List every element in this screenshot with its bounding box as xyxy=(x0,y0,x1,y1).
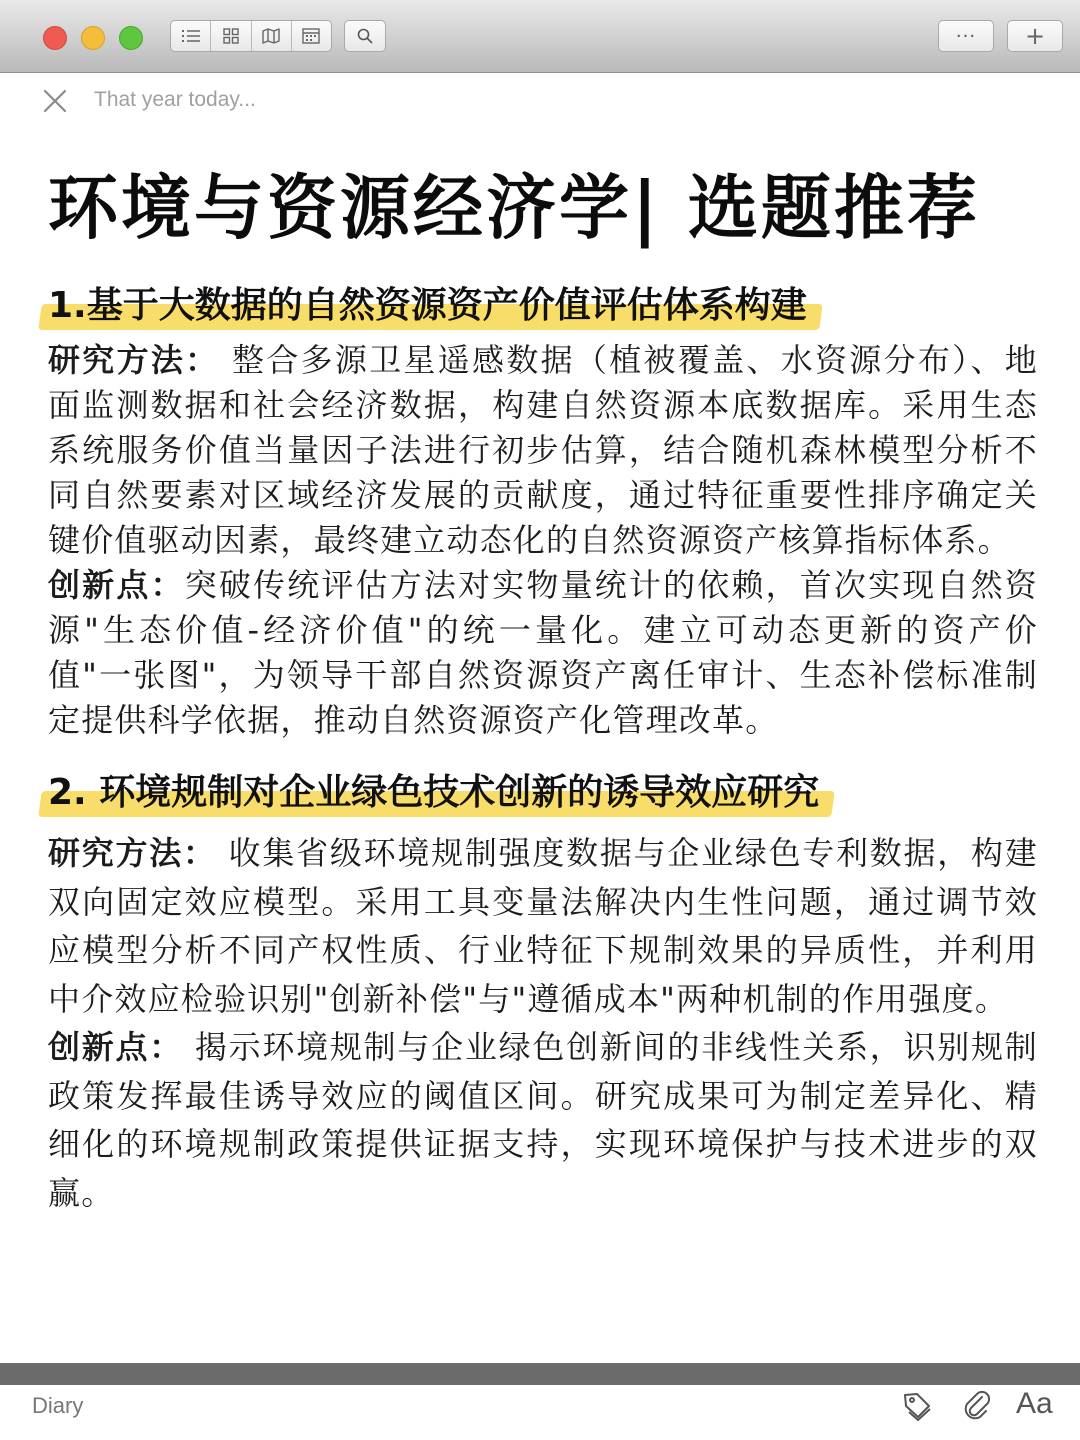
section-heading: 1.基于大数据的自然资源资产价值评估体系构建 xyxy=(44,280,815,332)
add-entry-button[interactable]: + xyxy=(1007,20,1063,52)
map-view-button[interactable] xyxy=(252,21,292,51)
search-icon xyxy=(356,27,374,45)
entry-body[interactable] xyxy=(48,160,1038,1217)
innovation-paragraph xyxy=(48,563,1038,743)
close-icon xyxy=(42,88,68,114)
text-format-button[interactable]: Aa xyxy=(1016,1387,1053,1420)
attachment-button[interactable] xyxy=(962,1389,992,1423)
minimize-window-button[interactable] xyxy=(81,26,105,50)
search-button[interactable] xyxy=(344,20,386,52)
tag-button[interactable] xyxy=(900,1389,934,1423)
method-label: 研究方法： xyxy=(48,341,220,379)
view-mode-toolbar xyxy=(170,20,332,52)
innovation-text: 突破传统评估方法对实物量统计的依赖，首次实现自然资源"生态价值-经济价值"的统一量化。建立可动态更新的资产价值"一张图"，为领导干部自然资源资产离任审计、生态补偿标准制定提供科学依据，推动自然资源资产化管理改革。 xyxy=(48,566,1038,739)
paperclip-icon xyxy=(962,1389,992,1423)
calendar-view-button[interactable] xyxy=(292,21,331,51)
list-icon xyxy=(181,28,201,44)
grid-view-button[interactable] xyxy=(211,21,251,51)
zoom-window-button[interactable] xyxy=(119,26,143,50)
calendar-icon xyxy=(301,27,321,45)
tag-icon xyxy=(900,1389,934,1423)
method-text: 整合多源卫星遥感数据（植被覆盖、水资源分布）、地面监测数据和社会经济数据，构建自然资源本底数据库。采用生态系统服务价值当量因子法进行初步估算，结合随机森林模型分析不同自然要素对区域经济发展的贡献度，通过特征重要性排序确定关键价值驱动因素，最终建立动态化的自然资源资产核算指标体系。 xyxy=(48,341,1038,559)
section-body xyxy=(48,338,1038,743)
research-method-paragraph xyxy=(48,338,1038,563)
method-text: 收集省级环境规制强度数据与企业绿色专利数据，构建双向固定效应模型。采用工具变量法解决内生性问题，通过调节效应模型分析不同产权性质、行业特征下规制效果的异质性，并利用中介效应检验识别"创新补偿"与"遵循成本"两种机制的作用强度。 xyxy=(48,834,1038,1018)
entry-title: 环境与资源经济学| 选题推荐 xyxy=(48,167,980,249)
innovation-text: 揭示环境规制与企业绿色创新间的非线性关系，识别规制政策发挥最佳诱导效应的阈值区间。研究成果可为制定差异化、精细化的环境规制政策提供证据支持，实现环境保护与技术进步的双赢。 xyxy=(48,1028,1038,1212)
innovation-label: 创新点： xyxy=(48,566,185,604)
entry-footer xyxy=(0,1385,1080,1440)
window-titlebar xyxy=(0,0,1080,73)
close-entry-button[interactable] xyxy=(42,88,68,114)
more-options-button[interactable]: ··· xyxy=(938,20,994,52)
research-method-paragraph xyxy=(48,829,1038,1023)
journal-selector[interactable]: Diary xyxy=(32,1393,84,1418)
list-view-button[interactable] xyxy=(171,21,211,51)
innovation-label: 创新点： xyxy=(48,1028,183,1066)
map-icon xyxy=(261,27,281,45)
divider-bar xyxy=(0,1363,1080,1385)
section-body xyxy=(48,829,1038,1217)
on-this-day-label[interactable]: That year today... xyxy=(94,88,256,111)
innovation-paragraph xyxy=(48,1023,1038,1217)
close-window-button[interactable] xyxy=(43,26,67,50)
section-heading: 2. 环境规制对企业绿色技术创新的诱导效应研究 xyxy=(44,767,827,819)
method-label: 研究方法： xyxy=(48,834,217,872)
grid-icon xyxy=(222,27,240,45)
